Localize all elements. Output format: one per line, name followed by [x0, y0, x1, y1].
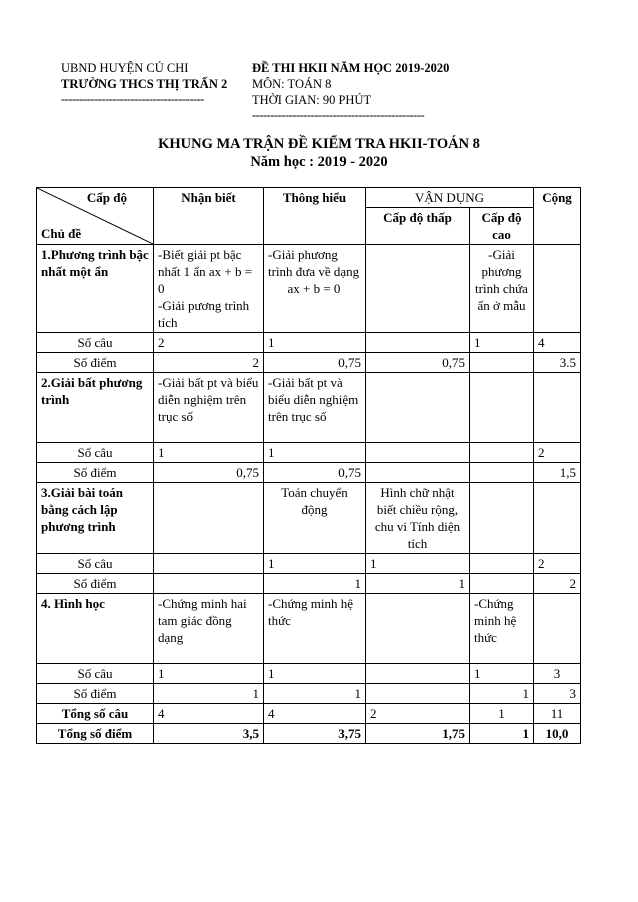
- so-cau-value: 2: [534, 443, 581, 463]
- total-so-diem-value: 3,75: [264, 724, 366, 744]
- total-so-cau-value: 4: [264, 704, 366, 724]
- total-so-cau-value: 2: [366, 704, 470, 724]
- total-so-cau-value: 11: [534, 704, 581, 724]
- topic-nhan-biet: -Giải bất pt và biểu diễn nghiệm trên trục số: [154, 373, 264, 443]
- topic-thong-hieu: -Giải phương trình đưa về dạng ax + b = 0: [264, 245, 366, 333]
- so-cau-label: Số câu: [37, 664, 154, 684]
- so-cau-value: 1: [264, 664, 366, 684]
- so-diem-value: 1: [154, 684, 264, 704]
- topic-nhan-biet: -Biết giải pt bậc nhất 1 ẩn ax + b = 0 -Giải pương trình tích: [154, 245, 264, 333]
- page-title: KHUNG MA TRẬN ĐỀ KIỂM TRA HKII-TOÁN 8: [158, 136, 480, 152]
- so-diem-value: 1: [470, 684, 534, 704]
- topic-nhan-biet: -Chứng minh hai tam giác đồng dạng: [154, 594, 264, 664]
- topic-thong-hieu: Toán chuyển động: [264, 483, 366, 554]
- right-divider: -----------------------------------------------: [252, 108, 425, 122]
- so-cau-value: 3: [534, 664, 581, 684]
- topic-cap-do-thap: [366, 594, 470, 664]
- topic-name: 1.Phương trình bậc nhất một ẩn: [37, 245, 154, 333]
- exam-title: ĐỀ THI HKII NĂM HỌC 2019-2020: [252, 61, 450, 75]
- col-header-cap-do-thap: Cấp độ thấp: [366, 208, 470, 245]
- exam-matrix-table: [36, 187, 581, 744]
- so-diem-value: 3: [534, 684, 581, 704]
- left-divider: ---------------------------------------: [61, 92, 204, 106]
- col-header-van-dung: VẬN DỤNG: [366, 188, 534, 208]
- col-header-nhan-biet: Nhận biết: [154, 188, 264, 245]
- so-cau-value: 1: [264, 554, 366, 574]
- so-diem-value: 1,5: [534, 463, 581, 483]
- so-diem-value: 0,75: [366, 353, 470, 373]
- so-cau-value: [366, 333, 470, 353]
- so-cau-value: 1: [470, 664, 534, 684]
- total-so-diem-value: 1: [470, 724, 534, 744]
- so-cau-value: [470, 554, 534, 574]
- so-diem-value: 0,75: [264, 463, 366, 483]
- so-cau-value: 1: [366, 554, 470, 574]
- so-diem-value: [366, 463, 470, 483]
- so-cau-value: 1: [154, 664, 264, 684]
- topic-cap-do-cao: [470, 483, 534, 554]
- so-cau-label: Số câu: [37, 333, 154, 353]
- total-so-diem-value: 3,5: [154, 724, 264, 744]
- so-diem-value: 0,75: [154, 463, 264, 483]
- so-diem-label: Số điểm: [37, 684, 154, 704]
- topic-cap-do-thap: [366, 373, 470, 443]
- so-cau-label: Số câu: [37, 443, 154, 463]
- school-name: TRƯỜNG THCS THỊ TRẤN 2: [61, 77, 228, 91]
- topic-name: 2.Giải bất phương trình: [37, 373, 154, 443]
- so-cau-value: 1: [264, 443, 366, 463]
- total-so-diem-label: Tổng số điểm: [37, 724, 154, 744]
- col-header-cap-do-cao: Cấp độ cao: [470, 208, 534, 245]
- topic-cap-do-cao: -Chứng minh hệ thức: [470, 594, 534, 664]
- total-so-diem-value: 1,75: [366, 724, 470, 744]
- so-diem-value: 3.5: [534, 353, 581, 373]
- topic-thong-hieu: -Chứng minh hệ thức: [264, 594, 366, 664]
- topic-cap-do-cao: [470, 373, 534, 443]
- total-so-cau-value: 4: [154, 704, 264, 724]
- total-so-cau-label: Tổng số câu: [37, 704, 154, 724]
- topic-name: 3.Giải bài toán bằng cách lập phương trình: [37, 483, 154, 554]
- topic-cap-do-thap: Hình chữ nhật biết chiều rộng, chu vi Tính diện tích: [366, 483, 470, 554]
- so-cau-value: 1: [470, 333, 534, 353]
- so-diem-value: [470, 353, 534, 373]
- so-cau-value: 2: [154, 333, 264, 353]
- so-diem-value: 0,75: [264, 353, 366, 373]
- col-header-cong: Cộng: [534, 188, 581, 245]
- so-diem-value: 1: [366, 574, 470, 594]
- corner-bottom-label: Chủ đề: [41, 226, 82, 241]
- topic-nhan-biet: [154, 483, 264, 554]
- topic-cong: [534, 373, 581, 443]
- so-diem-value: [366, 684, 470, 704]
- so-diem-label: Số điểm: [37, 463, 154, 483]
- so-diem-value: [470, 463, 534, 483]
- so-diem-value: 1: [264, 684, 366, 704]
- so-cau-value: 4: [534, 333, 581, 353]
- exam-subject: MÔN: TOÁN 8: [252, 77, 332, 91]
- topic-cap-do-thap: [366, 245, 470, 333]
- exam-duration: THỜI GIAN: 90 PHÚT: [252, 93, 372, 107]
- so-diem-label: Số điểm: [37, 574, 154, 594]
- so-cau-value: [366, 443, 470, 463]
- topic-cong: [534, 594, 581, 664]
- topic-cap-do-cao: -Giải phương trình chứa ẩn ở mẫu: [470, 245, 534, 333]
- page-subtitle: Năm học : 2019 - 2020: [250, 154, 388, 170]
- corner-header: [37, 188, 154, 245]
- total-so-diem-value: 10,0: [534, 724, 581, 744]
- so-cau-value: [154, 554, 264, 574]
- so-cau-value: [366, 664, 470, 684]
- so-cau-value: 1: [154, 443, 264, 463]
- total-so-cau-value: 1: [470, 704, 534, 724]
- so-diem-value: 2: [154, 353, 264, 373]
- topic-thong-hieu: -Giải bất pt và biểu diễn nghiệm trên trục số: [264, 373, 366, 443]
- school-district: UBND HUYỆN CỦ CHI: [61, 61, 189, 75]
- so-diem-value: 1: [264, 574, 366, 594]
- so-diem-value: [154, 574, 264, 594]
- so-diem-value: [470, 574, 534, 594]
- so-cau-value: [470, 443, 534, 463]
- topic-cong: [534, 245, 581, 333]
- so-diem-label: Số điểm: [37, 353, 154, 373]
- so-cau-value: 1: [264, 333, 366, 353]
- so-diem-value: 2: [534, 574, 581, 594]
- topic-name: 4. Hình học: [37, 594, 154, 664]
- so-cau-label: Số câu: [37, 554, 154, 574]
- topic-cong: [534, 483, 581, 554]
- col-header-thong-hieu: Thông hiểu: [264, 188, 366, 245]
- so-cau-value: 2: [534, 554, 581, 574]
- corner-top-label: Cấp độ: [86, 190, 127, 205]
